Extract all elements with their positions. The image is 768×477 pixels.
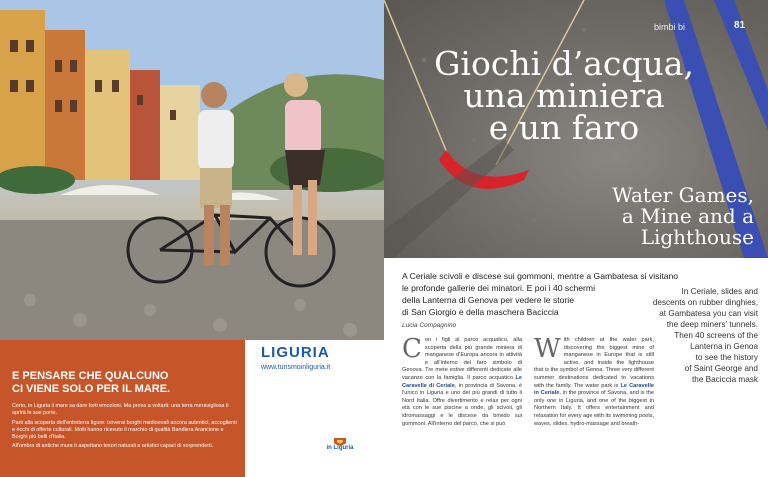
dropcap: W bbox=[534, 334, 561, 364]
right-page bbox=[384, 0, 768, 477]
portofino-couple-bicycle-photo bbox=[0, 0, 384, 340]
ad-paragraph: All'ombra di antiche mura ti aspettano tesori naturali e artistici capaci di sorprenderti. bbox=[12, 443, 214, 449]
photo-illustration bbox=[0, 0, 384, 340]
title-english-line: a Mine and a bbox=[621, 204, 754, 228]
swing-hero-photo bbox=[384, 0, 768, 258]
ad-headline-line-1: E PENSARE CHE QUALCUNO bbox=[12, 370, 169, 382]
dropcap: C bbox=[402, 334, 422, 364]
liguria-url-link[interactable]: www.turismoinliguria.it bbox=[261, 364, 331, 371]
title-english-line: Water Games, bbox=[612, 183, 754, 207]
author-byline: Lucia Compagnino bbox=[402, 322, 457, 329]
in-liguria-badge-text: in Liguria bbox=[326, 445, 354, 451]
title-italian-line: una miniera bbox=[463, 76, 665, 115]
liguria-ad-panel bbox=[0, 340, 245, 477]
ad-paragraph: Certo, in Liguria il mare sa dare forti emozioni. Ma prova a voltarti: una terra meravigliosa ti aprirà le sue porte. bbox=[12, 403, 229, 416]
title-italian-line: Giochi d’acqua, bbox=[434, 44, 694, 83]
intro-line: A Ceriale scivoli e discese sui gommoni, mentre a Gambatesa si visitano bbox=[402, 271, 679, 281]
title-italian bbox=[414, 44, 714, 147]
body-text: , in provincia di Savona, è l'unico in Liguria e uno dei più grandi di tutto il Nord Italia. Offre divertimento e relax per ogni età con le sue piscine a onde, gli scivoli, gli idromassaggi e le discese da brivido sui gommoni. All'interno del parco, che si può bbox=[402, 382, 522, 427]
english-standfirst-line: to see the history bbox=[695, 353, 758, 362]
english-standfirst-line: In Ceriale, slides and bbox=[681, 287, 758, 296]
ad-paragraph: Parti alla scoperta dell'entroterra ligure: troverai borghi medioevali ancora autentici, accoglienti e ricchi di offerte culturali. Molti hanno ricevuto il marchio di qualità Bandiera Arancione e Borghi più belli d'Italia. bbox=[12, 419, 237, 440]
body-highlight: Le Caravelle in Ceriale bbox=[534, 382, 654, 397]
intro-line: della Lanterna di Genova per vedere le storie bbox=[402, 295, 574, 305]
body-text: , in the province of Savona, and is the only one in Liguria, and one of the biggest in Northern Italy. It offers entertainment and relaxation for every age with its swimming pools, waves, slides, hydro-massage and breath- bbox=[534, 390, 655, 427]
english-standfirst-line: descents on rubber dinghies, bbox=[652, 298, 758, 307]
section-label: bimbi bi bbox=[654, 22, 686, 32]
ad-logo-area bbox=[245, 340, 384, 477]
body-text: on i figli al parco acquatico, alla scoperta della più grande miniera di manganese d'Europa ancora in attività e all'interno del faro simbolo di Genova. Tre mete estive differenti dedicate alle vacanze con la famiglia. Il parco acquatico bbox=[402, 337, 522, 381]
body-highlight: Le Caravelle di Ceriale bbox=[402, 374, 522, 389]
liguria-logo: LIGURIA bbox=[261, 344, 330, 361]
page-number: 81 bbox=[734, 20, 746, 31]
english-standfirst-line: the deep miners' tunnels. bbox=[666, 320, 758, 329]
intro-line: di San Giorgio e della maschera Baciccia bbox=[402, 307, 559, 317]
english-standfirst-line: of Saint George and bbox=[684, 364, 758, 373]
in-liguria-badge bbox=[320, 435, 360, 461]
title-italian-line: e un faro bbox=[488, 108, 640, 147]
english-standfirst-line: the Baciccia mask bbox=[692, 375, 758, 384]
english-standfirst-line: Lanterna in Genoa bbox=[690, 342, 758, 351]
ad-headline bbox=[12, 370, 237, 396]
english-standfirst-line: at Gambatesa you can visit bbox=[659, 309, 758, 318]
english-standfirst-line: Then 40 screens of the bbox=[674, 331, 758, 340]
ad-headline-line-2: CI VIENE SOLO PER IL MARE. bbox=[12, 383, 171, 395]
title-english-line: Lighthouse bbox=[640, 225, 754, 249]
ad-body bbox=[12, 403, 237, 453]
body-column-italian bbox=[402, 334, 522, 428]
body-column-english bbox=[534, 334, 655, 428]
title-english bbox=[544, 185, 754, 248]
body-text: ith children at the water park, discovering the biggest mine of manganese in Europe that is still active, and inside the lighthouse that is the symbol of Genoa. Three very different summer destinations dedicated to vacations with the family. The water park is bbox=[534, 337, 654, 389]
intro-line: le profonde gallerie dei minatori. E poi i 40 schermi bbox=[402, 283, 595, 293]
